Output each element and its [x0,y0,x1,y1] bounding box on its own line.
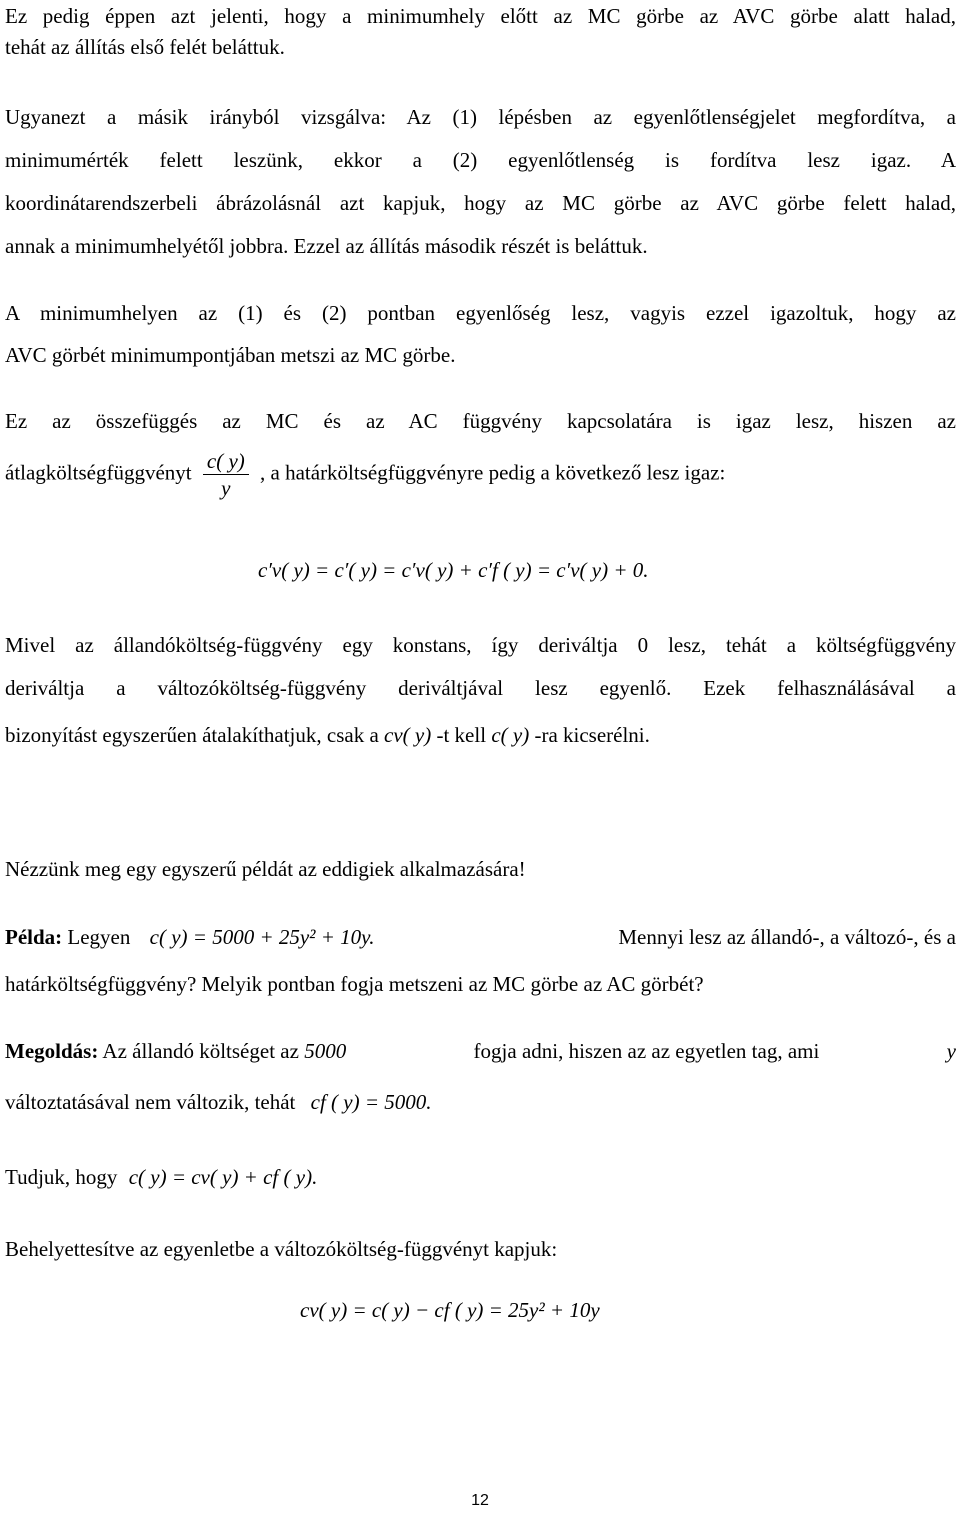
paragraph-line: AVC görbét minimumpontjában metszi az MC görbe. [5,343,456,367]
math-inline: c( y) = cv( y) + cf ( y). [128,1165,318,1189]
text-span: Az állandó költséget az [102,1039,299,1063]
example-line [5,916,956,959]
text-span: bizonyítást egyszerűen átalakíthatjuk, csak a [5,723,379,747]
example-label: Példa: [5,925,63,949]
solution-line [5,1030,956,1073]
text-span: Mennyi lesz az állandó-, a változó-, és a [618,925,956,949]
equation-variable-cost: cv( y) = c( y) − cf ( y) = 25y² + 10y [300,1298,600,1322]
text-span: változtatásával nem változik, tehát [5,1090,296,1114]
paragraph-line: deriváltja a változóköltség-függvény deriváltjával lesz egyenlő. Ezek felhasználásával a [5,676,956,700]
paragraph-line: koordinátarendszerbeli ábrázolásnál azt kapjuk, hogy az MC görbe az AVC görbe felett halad, [5,191,956,215]
paragraph-line: Ugyanezt a másik irányból vizsgálva: Az (1) lépésben az egyenlőtlenségjelet megfordítva, a [5,105,956,129]
math-inline: cf ( y) = 5000. [310,1090,432,1114]
paragraph-line-with-math [5,1081,956,1124]
paragraph-line-with-math [5,1156,956,1199]
paragraph-line-with-fraction [5,448,956,501]
paragraph-line: Ez pedig éppen azt jelenti, hogy a minimumhely előtt az MC görbe az AVC görbe alatt halad, [5,4,956,28]
math-inline: c( y) = 5000 + 25y² + 10y. [149,925,375,949]
fraction [203,448,249,501]
math-inline: c( y) [491,723,530,747]
text-span: -t kell [436,723,487,747]
page-number: 12 [471,1492,489,1509]
math-inline: cv( y) [384,723,432,747]
paragraph-line: minimumérték felett leszünk, ekkor a (2) egyenlőtlenség is fordítva lesz igaz. A [5,148,956,172]
math-inline: y [946,1039,956,1063]
text-span: -ra kicserélni. [534,723,650,747]
fraction-numerator: c( y) [203,448,249,475]
paragraph-line: Mivel az állandóköltség-függvény egy konstans, így deriváltja 0 lesz, tehát a költségfüggvény [5,633,956,657]
fraction-denominator: y [221,476,231,500]
solution-label: Megoldás: [5,1039,99,1063]
paragraph-line: tehát az állítás első felét beláttuk. [5,35,285,59]
text-span: Tudjuk, hogy [5,1165,118,1189]
text-span: Legyen [67,925,131,949]
paragraph-line: Nézzünk meg egy egyszerű példát az eddigiek alkalmazására! [5,857,526,881]
paragraph-line: határköltségfüggvény? Melyik pontban fogja metszeni az MC görbe az AC görbét? [5,972,704,996]
paragraph-line-with-math [5,714,956,757]
paragraph-line: Behelyettesítve az egyenletbe a változóköltség-függvényt kapjuk: [5,1237,558,1261]
equation-derivative: c′v( y) = c′( y) = c′v( y) + c′f ( y) = c′v( y) + 0. [258,558,649,582]
math-inline: 5000 [304,1039,347,1063]
text-span: átlagköltségfüggvényt [5,460,192,485]
paragraph-line: Ez az összefüggés az MC és az AC függvény kapcsolatára is igaz lesz, hiszen az [5,409,956,433]
text-span: fogja adni, hiszen az az egyetlen tag, ami [473,1039,820,1063]
paragraph-line: annak a minimumhelyétől jobbra. Ezzel az állítás második részét is beláttuk. [5,234,648,258]
paragraph-line: A minimumhelyen az (1) és (2) pontban egyenlőség lesz, vagyis ezzel igazoltuk, hogy az [5,301,956,325]
text-span: , a határköltségfüggvényre pedig a következő lesz igaz: [260,460,726,485]
